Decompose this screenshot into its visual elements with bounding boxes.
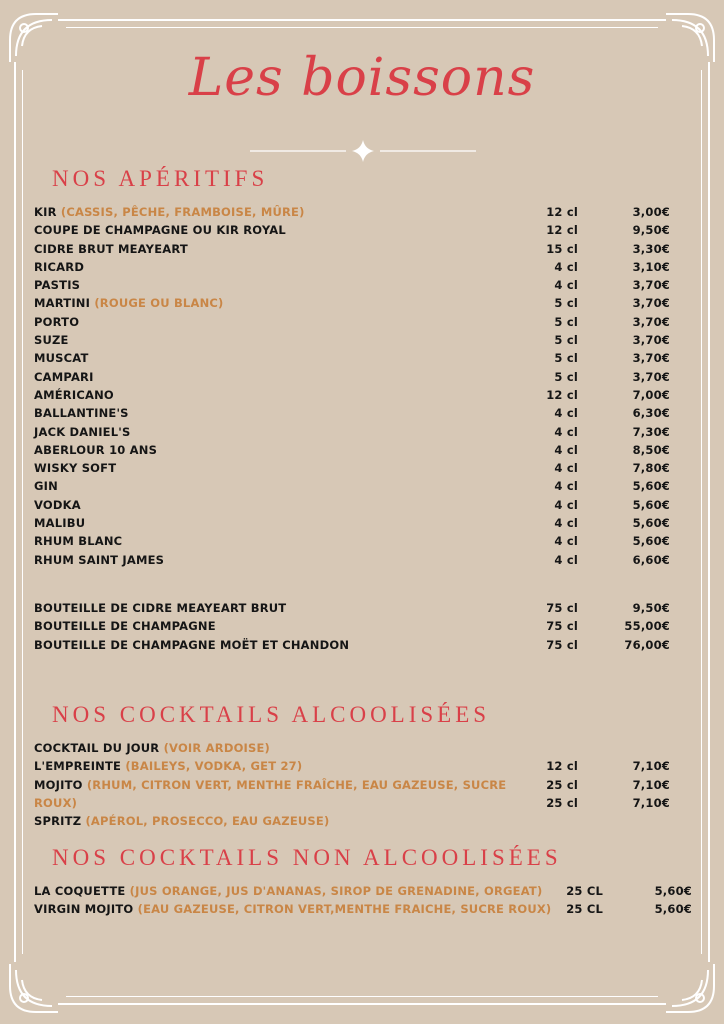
frame-top-outer xyxy=(58,19,666,21)
item-name-line xyxy=(34,617,216,635)
item-name-line xyxy=(34,276,80,294)
item-name-line xyxy=(34,882,542,900)
item-name-line xyxy=(34,313,79,331)
item-name-line xyxy=(34,636,349,654)
item-description: (BAILEYS, VODKA, GET 27) xyxy=(125,759,303,774)
menu-item xyxy=(34,496,694,514)
item-price: 3,70€ xyxy=(632,296,670,311)
item-name-line xyxy=(34,599,286,617)
item-volume: 4 cl xyxy=(554,278,578,293)
item-name: ABERLOUR 10 ANS xyxy=(34,442,158,457)
section-title-cocktails: NOS COCKTAILS ALCOOLISÉES xyxy=(52,702,491,727)
item-name: AMÉRICANO xyxy=(34,387,114,402)
frame-bottom-outer xyxy=(58,1003,666,1005)
menu-item xyxy=(34,313,694,331)
menu-item xyxy=(34,882,694,900)
menu-item xyxy=(34,423,694,441)
item-volume: 12 cl xyxy=(546,223,578,238)
item-volume: 4 cl xyxy=(554,534,578,549)
item-price: 6,60€ xyxy=(632,552,670,567)
item-description: (VOIR ARDOISE) xyxy=(163,741,271,755)
item-name: BOUTEILLE DE CHAMPAGNE MOËT ET CHANDON xyxy=(34,637,350,652)
item-name-line xyxy=(34,331,69,349)
item-price: 3,70€ xyxy=(632,278,670,293)
item-price: 7,30€ xyxy=(632,424,670,439)
item-name: MOJITO xyxy=(34,777,83,792)
menu-item xyxy=(34,203,694,221)
item-name-line xyxy=(34,794,77,812)
item-volume: 12 cl xyxy=(546,759,578,774)
item-name-line xyxy=(34,258,84,276)
menu-item xyxy=(34,404,694,422)
item-price: 5,60€ xyxy=(632,479,670,494)
item-volume: 12 cl xyxy=(546,205,578,219)
item-volume: 5 cl xyxy=(554,333,578,348)
item-name-line xyxy=(34,776,506,794)
item-price: 5,60€ xyxy=(654,884,692,898)
menu-item xyxy=(34,441,694,459)
menu-item xyxy=(34,739,694,757)
item-price: 5,60€ xyxy=(632,497,670,512)
item-name-line xyxy=(34,368,94,386)
item-name-line xyxy=(34,459,116,477)
item-volume: 75 cl xyxy=(546,637,578,652)
item-description: (APÉROL, PROSECCO, EAU GAZEUSE) xyxy=(85,814,330,829)
menu-item xyxy=(34,240,694,258)
item-volume: 5 cl xyxy=(554,351,578,366)
item-price: 7,10€ xyxy=(632,759,670,774)
item-name: LA COQUETTE xyxy=(34,884,126,898)
item-price: 7,00€ xyxy=(632,387,670,402)
item-description: (RHUM, CITRON VERT, MENTHE FRAÎCHE, EAU GAZEUSE, SUCRE xyxy=(86,777,507,792)
menu-item xyxy=(34,368,694,386)
item-price: 7,10€ xyxy=(632,777,670,792)
cocktails-list xyxy=(34,739,694,830)
item-name: BOUTEILLE DE CIDRE MEAYEART BRUT xyxy=(34,601,287,615)
item-price: 3,70€ xyxy=(632,314,670,329)
item-name: WISKY SOFT xyxy=(34,461,117,476)
menu-item xyxy=(34,459,694,477)
item-price: 9,50€ xyxy=(632,601,670,615)
item-description: ROUX) xyxy=(34,795,78,810)
item-name-line xyxy=(34,349,89,367)
frame-right-outer xyxy=(708,62,710,962)
item-name-line xyxy=(34,240,188,258)
item-name-line xyxy=(34,514,85,532)
item-name-line xyxy=(34,900,551,918)
menu-item xyxy=(34,349,694,367)
item-name: CAMPARI xyxy=(34,369,94,384)
item-name: MUSCAT xyxy=(34,351,89,366)
item-volume: 25 CL xyxy=(566,884,603,898)
item-volume: 25 CL xyxy=(566,902,603,917)
item-price: 7,10€ xyxy=(632,795,670,810)
item-volume: 5 cl xyxy=(554,369,578,384)
item-name: COCKTAIL DU JOUR xyxy=(34,741,160,755)
frame-bottom-inner xyxy=(66,996,658,997)
item-price: 5,60€ xyxy=(632,534,670,549)
item-volume: 5 cl xyxy=(554,314,578,329)
menu-item xyxy=(34,386,694,404)
menu-item xyxy=(34,617,694,635)
item-name-line xyxy=(34,496,81,514)
menu-item xyxy=(34,331,694,349)
item-name-line xyxy=(34,477,58,495)
item-price: 3,70€ xyxy=(632,369,670,384)
item-name: L'EMPREINTE xyxy=(34,759,122,774)
menu-item xyxy=(34,294,694,312)
item-volume: 75 cl xyxy=(546,601,578,615)
item-name-line xyxy=(34,203,305,221)
item-name-line xyxy=(34,739,270,757)
menu-item xyxy=(34,514,694,532)
item-volume: 4 cl xyxy=(554,259,578,274)
item-name-line xyxy=(34,294,223,312)
frame-right-inner xyxy=(701,70,702,954)
item-name: SPRITZ xyxy=(34,814,82,829)
item-volume: 4 cl xyxy=(554,479,578,494)
item-price: 9,50€ xyxy=(632,223,670,238)
item-name: JACK DANIEL'S xyxy=(34,424,131,439)
item-volume: 15 cl xyxy=(546,241,578,256)
item-volume: 4 cl xyxy=(554,497,578,512)
item-name: VIRGIN MOJITO xyxy=(34,902,134,917)
menu-item xyxy=(34,599,694,617)
menu-item xyxy=(34,776,694,794)
item-name: SUZE xyxy=(34,333,69,348)
item-price: 3,70€ xyxy=(632,351,670,366)
item-price: 3,30€ xyxy=(632,241,670,256)
aperitifs-list xyxy=(34,203,694,569)
item-price: 7,80€ xyxy=(632,461,670,476)
item-description: (CASSIS, PÊCHE, FRAMBOISE, MÛRE) xyxy=(60,205,305,219)
softs-list xyxy=(34,882,694,919)
frame-left-inner xyxy=(22,70,23,954)
corner-ornament-bottom-left-icon xyxy=(2,960,62,1020)
item-name: PORTO xyxy=(34,314,80,329)
item-name-line xyxy=(34,386,114,404)
item-price: 55,00€ xyxy=(624,619,670,634)
item-price: 3,00€ xyxy=(632,205,670,219)
menu-item xyxy=(34,221,694,239)
menu-item xyxy=(34,757,694,775)
item-name-line xyxy=(34,812,329,830)
item-description: (JUS ORANGE, JUS D'ANANAS, SIROP DE GRENADINE, ORGEAT) xyxy=(129,884,543,898)
item-description: (EAU GAZEUSE, CITRON VERT,MENTHE FRAICHE, SUCRE ROUX) xyxy=(137,902,552,917)
item-volume: 12 cl xyxy=(546,387,578,402)
item-name: PASTIS xyxy=(34,278,81,293)
menu-item xyxy=(34,477,694,495)
item-name-line xyxy=(34,221,286,239)
menu-item xyxy=(34,794,694,812)
item-volume: 4 cl xyxy=(554,461,578,476)
item-name-line xyxy=(34,757,302,775)
item-volume: 75 cl xyxy=(546,619,578,634)
item-name-line xyxy=(34,404,129,422)
item-name-line xyxy=(34,423,130,441)
menu-item xyxy=(34,812,694,830)
sparkle-divider-icon xyxy=(250,139,476,163)
item-volume: 5 cl xyxy=(554,296,578,311)
item-price: 3,70€ xyxy=(632,333,670,348)
section-title-softs: NOS COCKTAILS NON ALCOOLISÉES xyxy=(52,845,562,870)
item-volume: 4 cl xyxy=(554,424,578,439)
item-name-line xyxy=(34,532,122,550)
menu-item xyxy=(34,551,694,569)
frame-left-outer xyxy=(14,62,16,962)
item-price: 5,60€ xyxy=(654,902,692,917)
item-volume: 4 cl xyxy=(554,552,578,567)
item-volume: 4 cl xyxy=(554,442,578,457)
item-price: 3,10€ xyxy=(632,259,670,274)
menu-item xyxy=(34,532,694,550)
item-name: MARTINI xyxy=(34,296,91,311)
menu-item xyxy=(34,276,694,294)
menu-item xyxy=(34,900,694,918)
section-title-aperitifs: NOS APÉRITIFS xyxy=(52,166,269,191)
menu-item xyxy=(34,258,694,276)
item-name: VODKA xyxy=(34,497,81,512)
item-price: 5,60€ xyxy=(632,516,670,531)
item-description: (ROUGE OU BLANC) xyxy=(94,296,224,311)
item-name: CIDRE BRUT MEAYEART xyxy=(34,241,188,256)
item-volume: 25 cl xyxy=(546,795,578,810)
item-volume: 4 cl xyxy=(554,516,578,531)
item-name-line xyxy=(34,551,164,569)
item-price: 6,30€ xyxy=(632,406,670,421)
menu-item xyxy=(34,636,694,654)
item-name: RICARD xyxy=(34,259,85,274)
item-name: KIR xyxy=(34,205,57,219)
page-title: Les boissons xyxy=(188,48,536,108)
corner-ornament-bottom-right-icon xyxy=(662,960,722,1020)
item-name: BALLANTINE'S xyxy=(34,406,129,421)
item-price: 8,50€ xyxy=(632,442,670,457)
item-name: MALIBU xyxy=(34,516,86,531)
item-volume: 4 cl xyxy=(554,406,578,421)
item-name: GIN xyxy=(34,479,58,494)
item-name-line xyxy=(34,441,157,459)
item-name: BOUTEILLE DE CHAMPAGNE xyxy=(34,619,216,634)
item-volume: 25 cl xyxy=(546,777,578,792)
item-name: RHUM BLANC xyxy=(34,534,123,549)
item-name: COUPE DE CHAMPAGNE OU KIR ROYAL xyxy=(34,223,286,238)
item-price: 76,00€ xyxy=(624,637,670,652)
frame-top-inner xyxy=(66,27,658,28)
bottles-list xyxy=(34,599,694,654)
item-name: RHUM SAINT JAMES xyxy=(34,552,165,567)
